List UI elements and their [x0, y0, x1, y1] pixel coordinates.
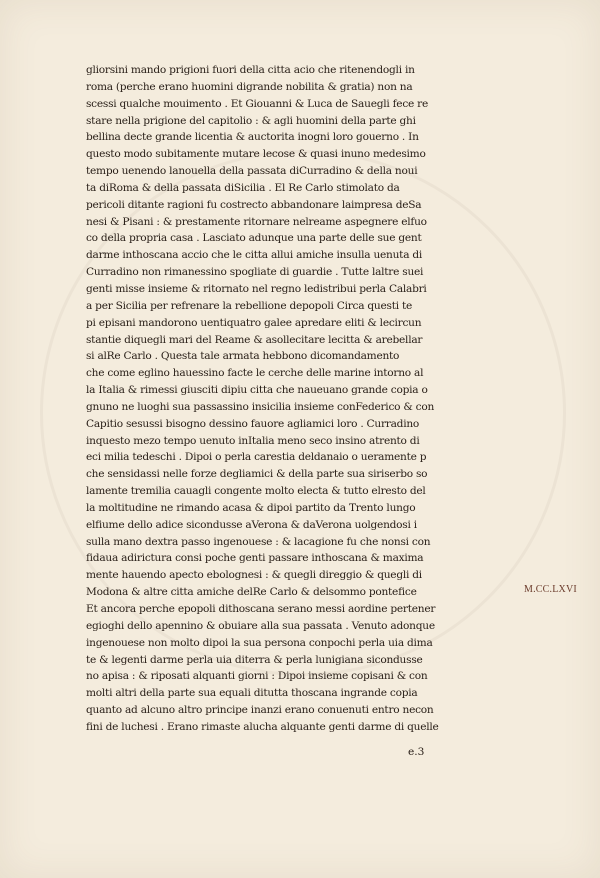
text-line: che sensidassi nelle forze degliamici & della parte sua siriserbo so	[86, 468, 428, 481]
text-line: nesi & Pisani : & prestamente ritornare nelreame aspegnere elfuo	[86, 215, 427, 228]
text-line: gliorsini mando prigioni fuori della citta acio che ritenendogli in	[86, 64, 415, 76]
text-line: pericoli ditante ragioni fu costrecto abbandonare laimpresa deSa	[86, 198, 422, 211]
text-line: darme inthoscana accio che le citta allui amiche insulla uenuta di	[86, 249, 423, 262]
text-line: Capitio sesussi bisogno dessino fauore agliamici loro . Curradino	[86, 417, 420, 430]
text-line: mente hauendo apecto ebolognesi : & quegli direggio & quegli di	[86, 569, 422, 582]
signature-mark: e.3	[408, 746, 425, 758]
text-line: fidaua adirictura consi poche genti passare inthoscana & maxima	[86, 552, 424, 565]
text-line: Et ancora perche epopoli dithoscana serano messi aordine pertener	[86, 603, 436, 615]
text-line: fini de luchesi . Erano rimaste alucha alquante genti darme di quelle	[86, 720, 439, 733]
text-line: ingenouese non molto dipoi la sua persona conpochi perla uia dima	[86, 636, 433, 649]
text-line: pi episani mandorono uentiquatro galee apredare eliti & lecircun	[86, 316, 422, 329]
marginal-date-note: M.CC.LXVI	[524, 584, 577, 595]
text-line: stantie diquegli mari del Reame & asollecitare lecitta & arebellar	[86, 333, 423, 346]
text-line: roma (perche erano huomini digrande nobilita & gratia) non na	[86, 80, 413, 93]
text-line: questo modo subitamente mutare lecose & quasi inuno medesimo	[86, 148, 426, 161]
text-line: quanto ad alcuno altro principe inanzi erano conuenuti entro necon	[86, 704, 434, 717]
text-line: lamente tremilia cauagli congente molto electa & tutto elresto del	[86, 485, 426, 498]
text-line: la Italia & rimessi giusciti dipiu citta che naueuano grande copia o	[86, 384, 428, 397]
text-line: Curradino non rimanessino spogliate di guardie . Tutte laltre suei	[86, 266, 424, 279]
text-line: a per Sicilia per refrenare la rebellione depopoli Circa questi te	[86, 299, 412, 312]
text-line: che come eglino hauessino facte le cerche delle marine intorno al	[86, 367, 424, 380]
text-line: stare nella prigione del capitolio : & agli huomini della parte ghi	[86, 114, 416, 127]
text-line: molti altri della parte sua equali ditutta thoscana ingrande copia	[86, 687, 418, 700]
main-text-block	[86, 62, 450, 736]
text-line: si alRe Carlo . Questa tale armata hebbono dicomandamento	[86, 350, 400, 363]
text-line: sulla mano dextra passo ingenouese : & lacagione fu che nonsi con	[86, 535, 431, 548]
text-line: eci milia tedeschi . Dipoi o perla carestia deldanaio o ueramente p	[86, 451, 427, 464]
text-line: ta diRoma & della passata diSicilia . El Re Carlo stimolato da	[86, 181, 400, 194]
text-line: Modona & altre citta amiche delRe Carlo & delsommo pontefice	[86, 586, 417, 599]
text-line: inquesto mezo tempo uenuto inItalia meno seco insino atrento di	[86, 434, 420, 447]
text-line: egioghi dello apennino & obuiare alla sua passata . Venuto adonque	[86, 619, 435, 632]
text-line: bellina decte grande licentia & auctorita inogni loro gouerno . In	[86, 131, 419, 144]
text-line: no apisa : & riposati alquanti giorni : Dipoi insieme copisani & con	[86, 670, 428, 683]
text-line: scessi qualche mouimento . Et Giouanni & Luca de Sauegli fece re	[86, 97, 428, 110]
text-line: elfiume dello adice sicondusse aVerona & daVerona uolgendosi i	[86, 518, 417, 531]
text-line: te & legenti darme perla uia diterra & perla lunigiana sicondusse	[86, 653, 423, 666]
text-line: co della propria casa . Lasciato adunque una parte delle sue gent	[86, 232, 422, 245]
text-line: tempo uenendo lanouella della passata diCurradino & della noui	[86, 165, 418, 178]
text-line: genti misse insieme & ritornato nel regno ledistribui perla Calabri	[86, 282, 427, 295]
text-line: gnuno ne luoghi sua passassino insicilia insieme conFederico & con	[86, 400, 435, 413]
text-line: la moltitudine ne rimando acasa & dipoi partito da Trento lungo	[86, 501, 416, 514]
